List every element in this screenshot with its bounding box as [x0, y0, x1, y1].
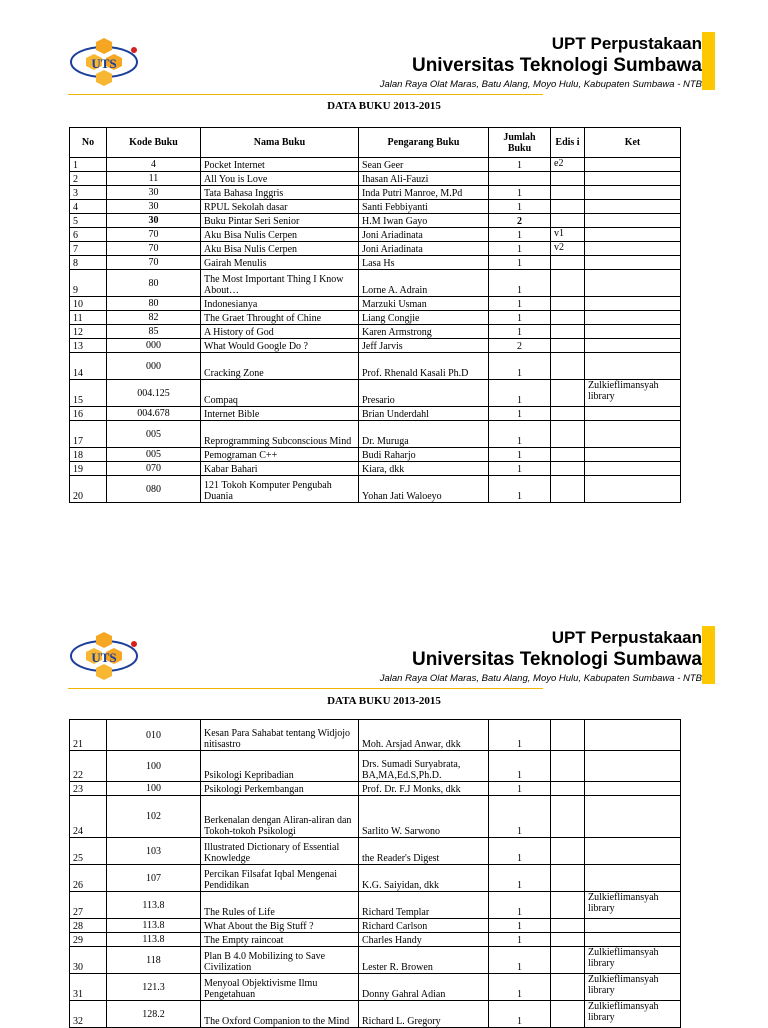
cell-nama: Illustrated Dictionary of Essential Knowledge	[201, 838, 359, 865]
cell-nama: Buku Pintar Seri Senior	[201, 214, 359, 228]
cell-kode: 113.8	[107, 933, 201, 947]
institution-name: Universitas Teknologi Sumbawa	[411, 55, 702, 76]
cell-no: 29	[70, 933, 107, 947]
cell-kode: 113.8	[107, 919, 201, 933]
cell-no: 4	[70, 200, 107, 214]
document-title: DATA BUKU 2013-2015	[327, 100, 441, 112]
cell-jumlah: 1	[489, 448, 551, 462]
cell-jumlah: 1	[489, 974, 551, 1001]
cell-jumlah: 1	[489, 200, 551, 214]
cell-edisi	[551, 974, 585, 1001]
table-row	[70, 172, 681, 186]
cell-ket	[585, 270, 681, 297]
cell-edisi	[551, 380, 585, 407]
cell-kode: 004.125	[107, 380, 201, 407]
cell-nama: Pemograman C++	[201, 448, 359, 462]
cell-nama: Aku Bisa Nulis Cerpen	[201, 242, 359, 256]
cell-no: 32	[70, 1001, 107, 1028]
cell-nama: Aku Bisa Nulis Cerpen	[201, 228, 359, 242]
cell-ket	[585, 919, 681, 933]
cell-nama: The Most Important Thing I Know About…	[201, 270, 359, 297]
cell-pengarang: Lasa Hs	[359, 256, 489, 270]
table-row	[70, 200, 681, 214]
cell-jumlah: 1	[489, 947, 551, 974]
cell-ket	[585, 796, 681, 838]
cell-edisi	[551, 1001, 585, 1028]
table-row	[70, 751, 681, 782]
cell-edisi	[551, 919, 585, 933]
institution-address: Jalan Raya Olat Maras, Batu Alang, Moyo Hulu, Kabupaten Sumbawa - NTB	[379, 79, 702, 90]
cell-no: 9	[70, 270, 107, 297]
cell-pengarang: Richard Templar	[359, 892, 489, 919]
cell-no: 14	[70, 353, 107, 380]
cell-pengarang: Moh. Arsjad Anwar, dkk	[359, 720, 489, 751]
table-row	[70, 242, 681, 256]
cell-edisi	[551, 407, 585, 421]
table-row	[70, 476, 681, 503]
cell-ket	[585, 200, 681, 214]
cell-edisi	[551, 448, 585, 462]
table-row	[70, 1001, 681, 1028]
cell-jumlah: 1	[489, 380, 551, 407]
table-row	[70, 256, 681, 270]
cell-nama: Psikologi Perkembangan	[201, 782, 359, 796]
cell-nama: Percikan Filsafat Iqbal Mengenai Pendidikan	[201, 865, 359, 892]
table-row	[70, 796, 681, 838]
cell-pengarang: Drs. Sumadi Suryabrata, BA,MA,Ed.S,Ph.D.	[359, 751, 489, 782]
cell-edisi	[551, 325, 585, 339]
cell-jumlah: 1	[489, 353, 551, 380]
cell-pengarang: Lester R. Browen	[359, 947, 489, 974]
cell-nama: Berkenalan dengan Aliran-aliran dan Tokoh-tokoh Psikologi	[201, 796, 359, 838]
table-row	[70, 186, 681, 200]
cell-nama: Pocket Internet	[201, 158, 359, 172]
cell-jumlah: 1	[489, 751, 551, 782]
cell-edisi	[551, 476, 585, 503]
cell-ket	[585, 782, 681, 796]
cell-kode: 121.3	[107, 974, 201, 1001]
cell-kode: 85	[107, 325, 201, 339]
logo-text: UTS	[91, 56, 117, 71]
cell-jumlah: 1	[489, 407, 551, 421]
cell-pengarang: Joni Ariadinata	[359, 242, 489, 256]
col-nama: Nama Buku	[201, 128, 359, 158]
table-row	[70, 462, 681, 476]
cell-pengarang: Donny Gahral Adian	[359, 974, 489, 1001]
cell-ket	[585, 186, 681, 200]
cell-kode: 30	[107, 200, 201, 214]
cell-jumlah: 1	[489, 186, 551, 200]
cell-edisi	[551, 838, 585, 865]
letterhead	[0, 32, 768, 94]
cell-kode: 4	[107, 158, 201, 172]
cell-pengarang: Joni Ariadinata	[359, 228, 489, 242]
book-table-page-1	[69, 127, 681, 503]
cell-nama: Psikologi Kepribadian	[201, 751, 359, 782]
brand-bar	[702, 32, 715, 90]
cell-nama: Indonesianya	[201, 297, 359, 311]
table-row	[70, 270, 681, 297]
cell-kode: 070	[107, 462, 201, 476]
cell-jumlah	[489, 172, 551, 186]
table-row	[70, 158, 681, 172]
cell-pengarang: Budi Raharjo	[359, 448, 489, 462]
cell-edisi	[551, 186, 585, 200]
cell-jumlah: 1	[489, 158, 551, 172]
cell-nama: Menyoal Objektivisme Ilmu Pengetahuan	[201, 974, 359, 1001]
cell-pengarang: Ihasan Ali-Fauzi	[359, 172, 489, 186]
cell-kode: 102	[107, 796, 201, 838]
cell-no: 5	[70, 214, 107, 228]
cell-ket	[585, 256, 681, 270]
table-row	[70, 838, 681, 865]
cell-ket	[585, 242, 681, 256]
cell-no: 30	[70, 947, 107, 974]
cell-ket	[585, 228, 681, 242]
cell-no: 28	[70, 919, 107, 933]
cell-kode: 005	[107, 421, 201, 448]
cell-ket: Zulkieflimansyah library	[585, 380, 681, 407]
letterhead	[0, 626, 768, 688]
col-jumlah: Jumlah Buku	[489, 128, 551, 158]
cell-jumlah: 1	[489, 919, 551, 933]
table-row	[70, 782, 681, 796]
cell-nama: The Oxford Companion to the Mind	[201, 1001, 359, 1028]
cell-nama: The Rules of Life	[201, 892, 359, 919]
cell-ket	[585, 325, 681, 339]
cell-pengarang: Brian Underdahl	[359, 407, 489, 421]
col-edisi: Edis i	[551, 128, 585, 158]
table-row	[70, 974, 681, 1001]
cell-edisi	[551, 172, 585, 186]
cell-edisi	[551, 865, 585, 892]
cell-kode: 70	[107, 242, 201, 256]
cell-edisi	[551, 933, 585, 947]
cell-pengarang: Yohan Jati Waloeyo	[359, 476, 489, 503]
cell-nama: The Empty raincoat	[201, 933, 359, 947]
cell-jumlah: 1	[489, 892, 551, 919]
cell-no: 15	[70, 380, 107, 407]
cell-jumlah: 2	[489, 214, 551, 228]
cell-no: 31	[70, 974, 107, 1001]
institution-address: Jalan Raya Olat Maras, Batu Alang, Moyo Hulu, Kabupaten Sumbawa - NTB	[379, 673, 702, 684]
cell-no: 22	[70, 751, 107, 782]
cell-edisi	[551, 720, 585, 751]
table-row	[70, 448, 681, 462]
cell-pengarang: Richard L. Gregory	[359, 1001, 489, 1028]
cell-no: 13	[70, 339, 107, 353]
cell-ket	[585, 297, 681, 311]
table-row	[70, 421, 681, 448]
cell-kode: 080	[107, 476, 201, 503]
cell-kode: 70	[107, 256, 201, 270]
cell-edisi: v2	[551, 242, 585, 256]
cell-nama: Cracking Zone	[201, 353, 359, 380]
cell-jumlah: 2	[489, 339, 551, 353]
table-row	[70, 325, 681, 339]
cell-no: 2	[70, 172, 107, 186]
cell-pengarang: Dr. Muruga	[359, 421, 489, 448]
document-title: DATA BUKU 2013-2015	[327, 695, 441, 707]
institution-unit: UPT Perpustakaan	[551, 628, 702, 647]
cell-kode: 004.678	[107, 407, 201, 421]
cell-ket: Zulkieflimansyah library	[585, 947, 681, 974]
cell-no: 27	[70, 892, 107, 919]
cell-kode: 010	[107, 720, 201, 751]
cell-kode: 30	[107, 186, 201, 200]
cell-kode: 128.2	[107, 1001, 201, 1028]
cell-nama: What About the Big Stuff ?	[201, 919, 359, 933]
cell-pengarang: Lorne A. Adrain	[359, 270, 489, 297]
cell-kode: 100	[107, 782, 201, 796]
cell-pengarang: Sarlito W. Sarwono	[359, 796, 489, 838]
cell-ket	[585, 172, 681, 186]
cell-edisi	[551, 751, 585, 782]
table-row	[70, 407, 681, 421]
cell-ket: Zulkieflimansyah library	[585, 974, 681, 1001]
cell-edisi	[551, 339, 585, 353]
cell-kode: 000	[107, 353, 201, 380]
cell-nama: Compaq	[201, 380, 359, 407]
cell-jumlah: 1	[489, 782, 551, 796]
table-row	[70, 214, 681, 228]
cell-kode: 11	[107, 172, 201, 186]
cell-edisi	[551, 796, 585, 838]
cell-edisi	[551, 214, 585, 228]
cell-ket	[585, 476, 681, 503]
cell-no: 18	[70, 448, 107, 462]
cell-ket	[585, 448, 681, 462]
cell-pengarang: Inda Putri Manroe, M.Pd	[359, 186, 489, 200]
cell-jumlah: 1	[489, 325, 551, 339]
cell-ket	[585, 407, 681, 421]
cell-ket	[585, 838, 681, 865]
cell-jumlah: 1	[489, 228, 551, 242]
table-row	[70, 353, 681, 380]
cell-jumlah: 1	[489, 1001, 551, 1028]
cell-ket	[585, 720, 681, 751]
cell-edisi	[551, 421, 585, 448]
cell-edisi	[551, 782, 585, 796]
cell-no: 12	[70, 325, 107, 339]
cell-pengarang: Kiara, dkk	[359, 462, 489, 476]
col-kode: Kode Buku	[107, 128, 201, 158]
cell-pengarang: Jeff Jarvis	[359, 339, 489, 353]
cell-edisi: e2	[551, 158, 585, 172]
cell-pengarang: Charles Handy	[359, 933, 489, 947]
cell-pengarang: Richard Carlson	[359, 919, 489, 933]
cell-pengarang: Prof. Dr. F.J Monks, dkk	[359, 782, 489, 796]
cell-kode: 118	[107, 947, 201, 974]
cell-kode: 100	[107, 751, 201, 782]
table-row	[70, 720, 681, 751]
cell-kode: 103	[107, 838, 201, 865]
cell-nama: Plan B 4.0 Mobilizing to Save Civilization	[201, 947, 359, 974]
institution-unit: UPT Perpustakaan	[551, 34, 702, 53]
cell-no: 7	[70, 242, 107, 256]
cell-kode: 80	[107, 297, 201, 311]
cell-no: 23	[70, 782, 107, 796]
cell-edisi	[551, 270, 585, 297]
table-row	[70, 865, 681, 892]
table-row	[70, 380, 681, 407]
table-row	[70, 933, 681, 947]
cell-jumlah: 1	[489, 297, 551, 311]
table-row	[70, 297, 681, 311]
cell-no: 17	[70, 421, 107, 448]
cell-ket	[585, 865, 681, 892]
cell-pengarang: H.M Iwan Gayo	[359, 214, 489, 228]
cell-jumlah: 1	[489, 476, 551, 503]
cell-edisi	[551, 353, 585, 380]
cell-jumlah: 1	[489, 462, 551, 476]
cell-kode: 80	[107, 270, 201, 297]
cell-jumlah: 1	[489, 720, 551, 751]
cell-pengarang: Marzuki Usman	[359, 297, 489, 311]
cell-ket	[585, 339, 681, 353]
cell-ket	[585, 214, 681, 228]
cell-nama: 121 Tokoh Komputer Pengubah Duania	[201, 476, 359, 503]
cell-pengarang: Liang Congjie	[359, 311, 489, 325]
cell-jumlah: 1	[489, 865, 551, 892]
cell-kode: 30	[107, 214, 201, 228]
cell-edisi	[551, 947, 585, 974]
cell-no: 24	[70, 796, 107, 838]
table-row	[70, 228, 681, 242]
cell-jumlah: 1	[489, 796, 551, 838]
table-row	[70, 311, 681, 325]
cell-pengarang: Prof. Rhenald Kasali Ph.D	[359, 353, 489, 380]
cell-jumlah: 1	[489, 242, 551, 256]
col-ket: Ket	[585, 128, 681, 158]
cell-no: 16	[70, 407, 107, 421]
cell-nama: Gairah Menulis	[201, 256, 359, 270]
cell-ket	[585, 421, 681, 448]
cell-pengarang: Sean Geer	[359, 158, 489, 172]
cell-ket	[585, 751, 681, 782]
cell-ket	[585, 933, 681, 947]
logo-text: UTS	[91, 650, 117, 665]
cell-jumlah: 1	[489, 311, 551, 325]
cell-nama: All You is Love	[201, 172, 359, 186]
cell-nama: Internet Bible	[201, 407, 359, 421]
cell-no: 20	[70, 476, 107, 503]
cell-no: 1	[70, 158, 107, 172]
cell-nama: Reprogramming Subconscious Mind	[201, 421, 359, 448]
uts-logo	[68, 626, 142, 684]
cell-pengarang: Karen Armstrong	[359, 325, 489, 339]
brand-bar	[702, 626, 715, 684]
col-pengarang: Pengarang Buku	[359, 128, 489, 158]
cell-jumlah: 1	[489, 838, 551, 865]
cell-kode: 82	[107, 311, 201, 325]
cell-nama: Kabar Bahari	[201, 462, 359, 476]
cell-ket: Zulkieflimansyah library	[585, 892, 681, 919]
cell-pengarang: Presario	[359, 380, 489, 407]
header-divider	[68, 94, 543, 95]
uts-logo	[68, 32, 142, 90]
page-1	[0, 32, 768, 532]
cell-kode: 113.8	[107, 892, 201, 919]
table-header-row	[70, 128, 681, 158]
cell-nama: Kesan Para Sahabat tentang Widjojo nitisastro	[201, 720, 359, 751]
cell-no: 26	[70, 865, 107, 892]
cell-nama: The Graet Throught of Chine	[201, 311, 359, 325]
table-row	[70, 339, 681, 353]
table-row	[70, 892, 681, 919]
cell-kode: 70	[107, 228, 201, 242]
cell-pengarang: the Reader's Digest	[359, 838, 489, 865]
cell-ket: Zulkieflimansyah library	[585, 1001, 681, 1028]
cell-edisi	[551, 200, 585, 214]
cell-pengarang: K.G. Saiyidan, dkk	[359, 865, 489, 892]
header-divider	[68, 688, 543, 689]
cell-edisi	[551, 256, 585, 270]
cell-edisi	[551, 462, 585, 476]
cell-ket	[585, 311, 681, 325]
cell-kode: 005	[107, 448, 201, 462]
book-table-page-2	[69, 719, 681, 1028]
cell-jumlah: 1	[489, 270, 551, 297]
cell-jumlah: 1	[489, 256, 551, 270]
cell-ket	[585, 462, 681, 476]
table-row	[70, 947, 681, 974]
cell-ket	[585, 158, 681, 172]
cell-edisi: v1	[551, 228, 585, 242]
cell-kode: 000	[107, 339, 201, 353]
cell-no: 3	[70, 186, 107, 200]
cell-nama: RPUL Sekolah dasar	[201, 200, 359, 214]
cell-nama: What Would Google Do ?	[201, 339, 359, 353]
cell-jumlah: 1	[489, 933, 551, 947]
cell-ket	[585, 353, 681, 380]
cell-no: 11	[70, 311, 107, 325]
cell-no: 10	[70, 297, 107, 311]
cell-nama: A History of God	[201, 325, 359, 339]
cell-no: 6	[70, 228, 107, 242]
institution-name: Universitas Teknologi Sumbawa	[411, 649, 702, 670]
cell-pengarang: Santi Febbiyanti	[359, 200, 489, 214]
cell-no: 25	[70, 838, 107, 865]
cell-edisi	[551, 297, 585, 311]
cell-no: 8	[70, 256, 107, 270]
cell-edisi	[551, 311, 585, 325]
cell-jumlah: 1	[489, 421, 551, 448]
table-row	[70, 919, 681, 933]
cell-no: 21	[70, 720, 107, 751]
cell-kode: 107	[107, 865, 201, 892]
cell-edisi	[551, 892, 585, 919]
cell-no: 19	[70, 462, 107, 476]
col-no: No	[70, 128, 107, 158]
page-2	[0, 626, 768, 1027]
cell-nama: Tata Bahasa Inggris	[201, 186, 359, 200]
